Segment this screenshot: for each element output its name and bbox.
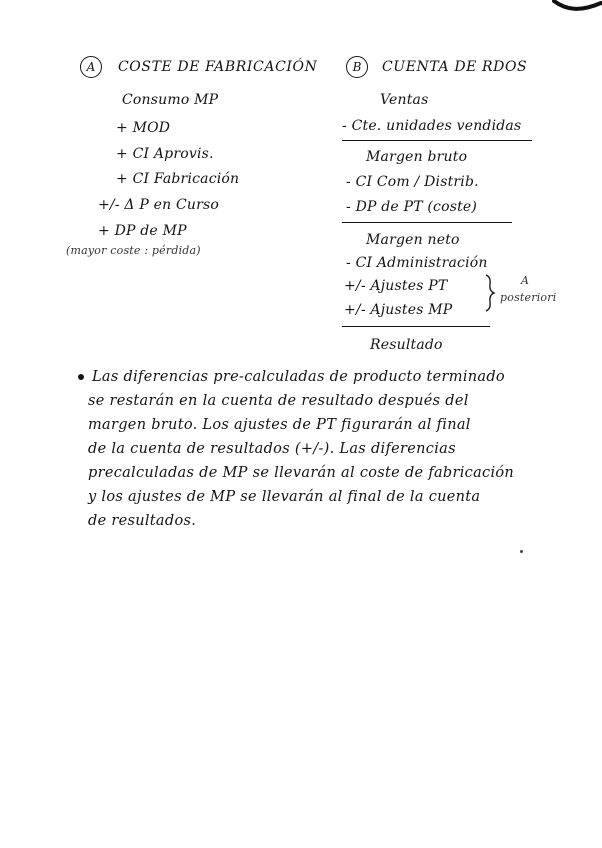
section-b-line-4: - CI Com / Distrib. — [346, 174, 479, 190]
section-a-marker: A — [80, 56, 102, 78]
corner-ink-mark — [552, 0, 602, 14]
note-line-2: se restarán en la cuenta de resultado después del — [88, 393, 469, 409]
section-b-line-7: - CI Administración — [346, 255, 488, 271]
note-line-1: Las diferencias pre-calculadas de producto terminado — [92, 369, 505, 385]
section-b-line-1: Ventas — [380, 92, 429, 108]
brace-note-posteriori: posteriori — [500, 291, 557, 304]
section-a-line-2: + MOD — [116, 120, 171, 136]
section-a-title: COSTE DE FABRICACIÓN — [118, 59, 318, 75]
section-b-line-3: Margen bruto — [366, 149, 468, 165]
section-a-line-1: Consumo MP — [122, 92, 219, 108]
note-line-4: de la cuenta de resultados (+/-). Las diferencias — [88, 441, 456, 457]
section-b-title: CUENTA DE RDOS — [382, 59, 528, 75]
section-b-line-8: +/- Ajustes PT — [344, 278, 448, 294]
section-b-line-9: +/- Ajustes MP — [344, 302, 453, 318]
note-line-6: y los ajustes de MP se llevarán al final de la cuenta — [88, 489, 481, 505]
section-b-line-5: - DP de PT (coste) — [346, 199, 478, 215]
section-a-line-3: + CI Aprovis. — [116, 146, 214, 162]
section-b-line-6: Margen neto — [366, 232, 460, 248]
note-line-3: margen bruto. Los ajustes de PT figurarán al final — [88, 417, 471, 433]
brace-note-a: A — [521, 274, 530, 287]
section-b-marker: B — [346, 56, 368, 78]
section-a-line-4: + CI Fabricación — [116, 171, 240, 187]
section-a-line-6: + DP de MP — [98, 223, 187, 239]
divider-3 — [342, 326, 490, 327]
bullet-dot — [78, 374, 84, 380]
stray-ink-dot — [520, 550, 523, 553]
section-b-line-2: - Cte. unidades vendidas — [342, 118, 522, 134]
note-line-5: precalculadas de MP se llevarán al coste de fabricación — [88, 465, 515, 481]
divider-1 — [342, 140, 532, 141]
note-line-7: de resultados. — [88, 513, 197, 529]
divider-2 — [342, 222, 512, 223]
section-a-line-5: +/- Δ P en Curso — [98, 197, 220, 213]
section-a-note: (mayor coste : pérdida) — [66, 244, 201, 257]
right-brace-icon — [484, 274, 496, 312]
section-b-line-10: Resultado — [370, 337, 443, 353]
